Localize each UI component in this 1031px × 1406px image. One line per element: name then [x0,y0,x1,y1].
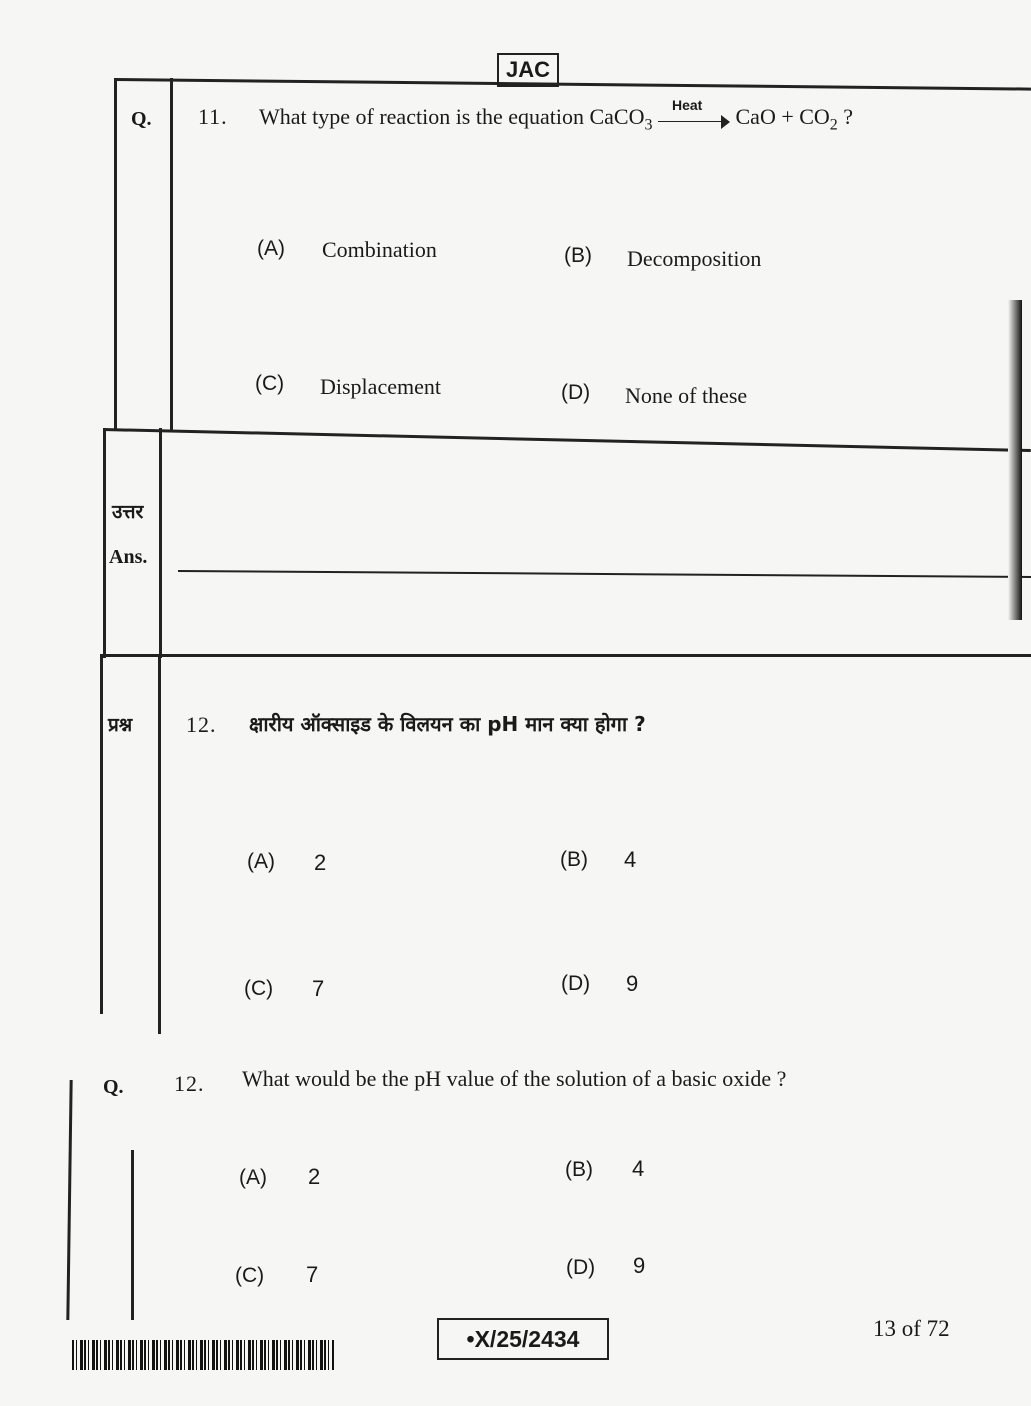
q12-hindi-option-b-letter: (B) [560,848,588,871]
ans-divider-line [159,428,162,658]
header-code-box: JAC [497,53,559,87]
q11-question [259,96,854,134]
q12-en-question: What would be the pH value of the solution of a basic oxide ? [242,1066,787,1091]
q11-option-d-text: None of these [625,383,748,408]
q11-option-b-letter: (B) [564,244,592,267]
q12-en-option-c-text: 7 [306,1262,319,1287]
q12-en-option-c-letter: (C) [235,1264,265,1287]
q11-text-after: CaO + CO [735,104,830,129]
q12-hindi-option-d-letter: (D) [561,972,591,995]
q11-text-before: What type of reaction is the equation CaCO [259,104,645,129]
q12-hindi-option-a-text: 2 [314,850,327,875]
answer-writing-line [178,570,1031,578]
q11-option-c-letter: (C) [255,372,285,395]
answer-label-en: Ans. [109,546,148,568]
q12-en-option-a-text: 2 [308,1164,321,1189]
arrow-label: Heat [672,96,703,113]
q12-hindi-number: 12. [186,712,217,737]
table-top-rule [115,78,1031,91]
q11-text-end: ? [837,104,854,129]
q12-en-option-d-text: 9 [633,1253,646,1278]
q11-option-c-text: Displacement [320,374,441,399]
q11-number: 11. [198,104,228,129]
page-number: 13 of 72 [873,1316,950,1341]
q11-sub1: 3 [644,116,653,134]
q12-en-option-b-text: 4 [632,1156,645,1181]
q12-en-option-a-letter: (A) [239,1166,267,1189]
q11-option-d-letter: (D) [561,381,591,404]
q11-bottom-rule [103,428,1031,452]
q12-hindi-option-a-letter: (A) [247,850,275,873]
column-divider-line [170,78,173,430]
q12-hindi-option-d-text: 9 [626,971,639,996]
left-border-line [114,78,117,430]
lower-divider-line [131,1150,134,1320]
q12-en-label: Q. [103,1076,124,1098]
q12-en-option-d-letter: (D) [566,1256,596,1279]
q12-hindi-option-c-text: 7 [312,976,325,1001]
q11-option-b-text: Decomposition [627,246,762,271]
ans-left-line [103,428,106,658]
q12-left-line [100,654,103,1014]
barcode-image [72,1340,334,1370]
q11-option-a-letter: (A) [257,237,285,260]
paper-code-box: •X/25/2434 [437,1318,609,1360]
q12-hindi-label: प्रश्न [108,714,133,736]
lower-left-line [66,1080,72,1320]
ans-bottom-rule [100,654,1031,657]
q12-hindi-question: क्षारीय ऑक्साइड के विलयन का pH मान क्या होगा ? [249,712,646,736]
q12-en-option-b-letter: (B) [565,1158,593,1181]
q12-divider-line [158,654,161,1034]
q11-sub2: 2 [829,116,838,134]
answer-label-hindi: उत्तर [112,501,144,523]
reaction-arrow-icon [658,96,730,129]
q11-label: Q. [131,108,152,130]
q12-en-number: 12. [174,1071,205,1096]
q11-option-a-text: Combination [322,237,437,262]
q12-hindi-option-c-letter: (C) [244,977,274,1000]
scan-shadow-edge [1008,300,1022,620]
q12-hindi-option-b-text: 4 [624,847,637,872]
